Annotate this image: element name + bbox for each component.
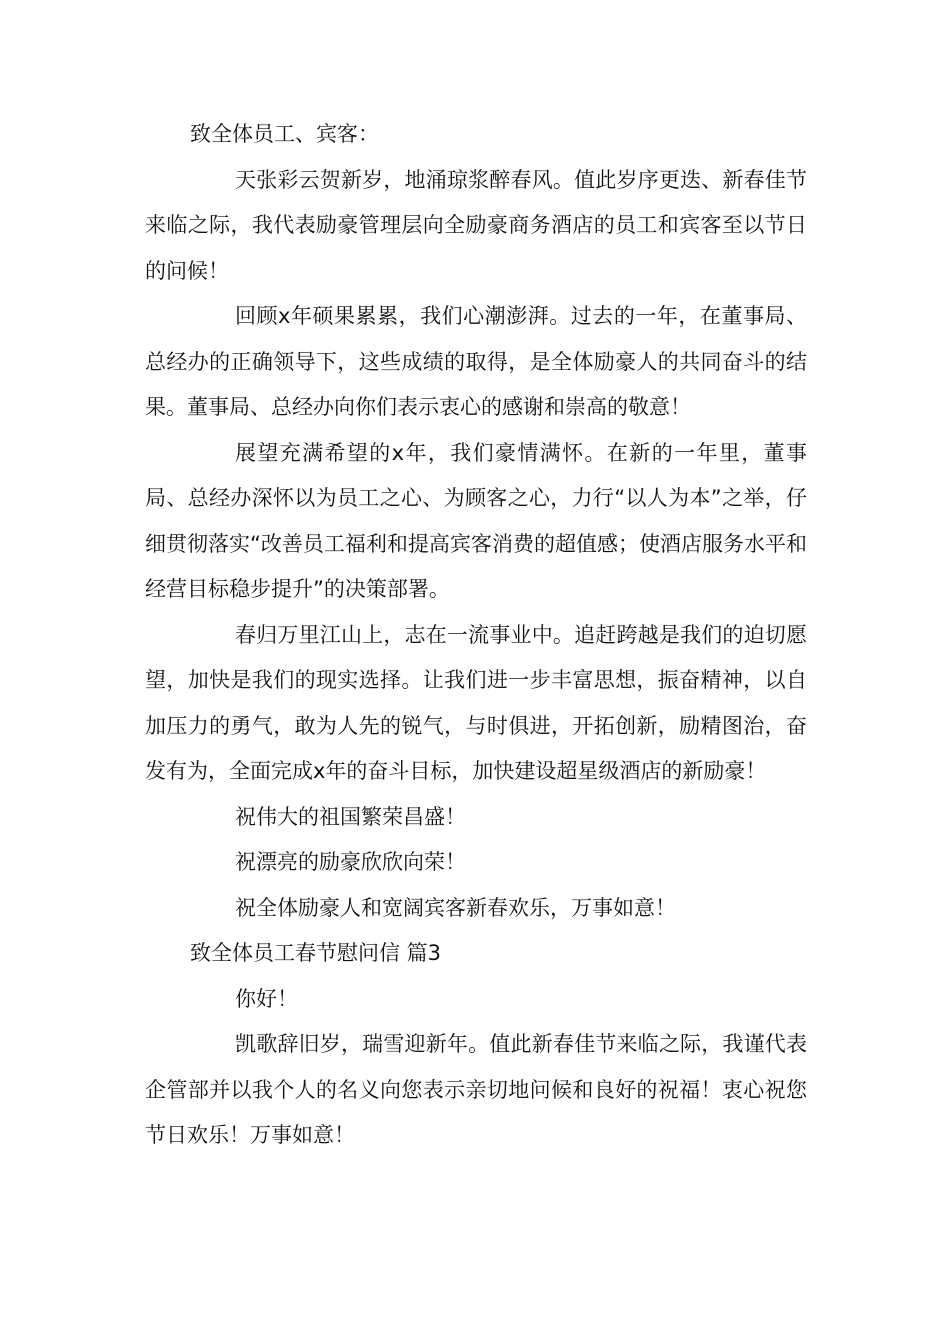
paragraph-new-year: 天张彩云贺新岁，地涌琼浆醉春风。值此岁序更迭、新春佳节来临之际，我代表励豪管理层向全励豪商务酒店的员工和宾客至以节日的问候！ (145, 167, 807, 283)
wish-country: 祝伟大的祖国繁荣昌盛！ (235, 804, 466, 829)
paragraph-review: 回顾x年硕果累累，我们心潮澎湃。过去的一年，在董事局、总经办的正确领导下，这些成绩的取得，是全体励豪人的共同奋斗的结果。董事局、总经办向你们表示衷心的感谢和崇高的敬意！ (145, 304, 807, 419)
paragraph-spring: 春归万里江山上，志在一流事业中。追赶跨越是我们的迫切愿望，加快是我们的现实选择。让我们进一步丰富思想，振奋精神，以自加压力的勇气，敢为人先的锐气，与时俱进，开拓创新，励精图治，奋发有为，全面完成x年的奋斗目标，加快建设超星级酒店的新励豪！ (145, 622, 807, 783)
salutation: 致全体员工、宾客： (190, 122, 379, 146)
letter-body (145, 112, 807, 1159)
closing-paragraph: 凯歌辞旧岁，瑞雪迎新年。值此新春佳节来临之际，我谨代表企管部并以我个人的名义向您表示亲切地问候和良好的祝福！衷心祝您节日欢乐！万事如意！ (145, 1032, 807, 1147)
wish-hotel: 祝漂亮的励豪欣欣向荣！ (235, 850, 466, 874)
section-heading: 致全体员工春节慰问信 篇3 (190, 941, 442, 965)
paragraph-outlook: 展望充满希望的x年，我们豪情满怀。在新的一年里，董事局、总经办深怀以为员工之心、为顾客之心，力行“以人为本”之举，仔细贯彻落实“改善员工福利和提高宾客消费的超值感；使酒店服务水平和经营目标稳步提升”的决策部署。 (145, 440, 807, 601)
greeting: 你好！ (235, 986, 298, 1011)
wish-staff-guests: 祝全体励豪人和宽阔宾客新春欢乐，万事如意！ (235, 895, 676, 920)
